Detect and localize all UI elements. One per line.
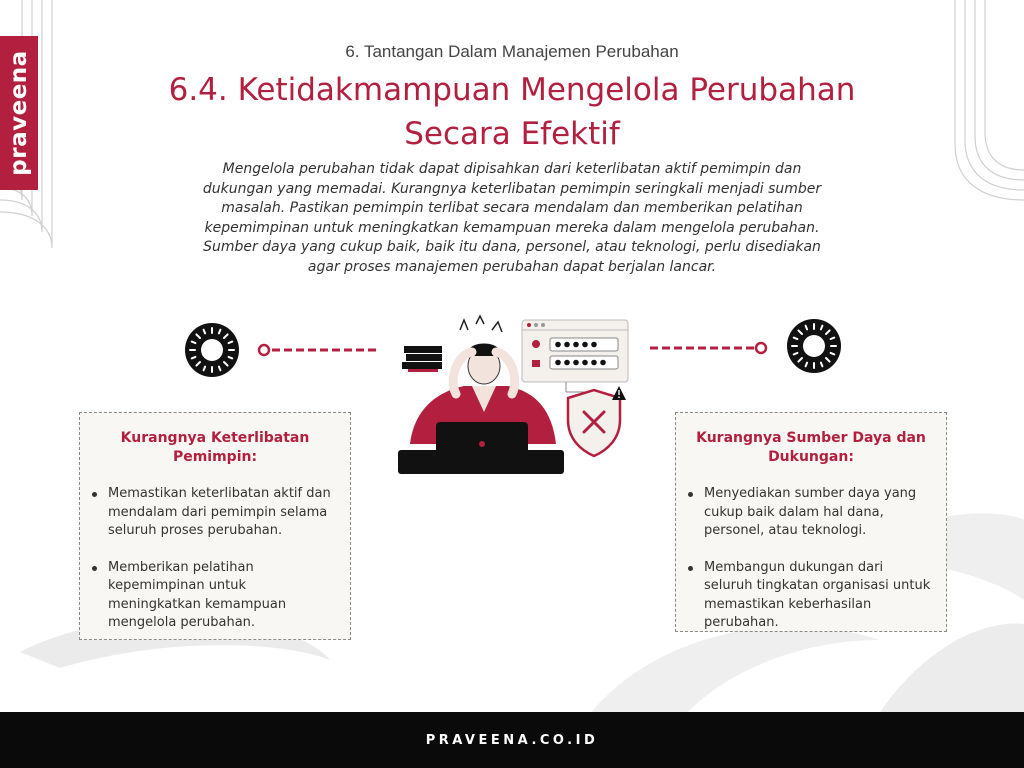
left-connector-line xyxy=(256,342,382,358)
footer-bar xyxy=(0,712,1024,768)
list-item-line: seluruh proses perubahan. xyxy=(108,523,283,538)
list-item-line: Menyediakan sumber daya yang xyxy=(704,486,917,501)
card-title-line: Kurangnya Keterlibatan xyxy=(120,430,310,446)
list-item-line: seluruh tingkatan organisasi untuk xyxy=(704,578,931,593)
list-item-line: Memberikan pelatihan xyxy=(108,559,254,575)
list-item xyxy=(704,559,936,633)
card-title-line: Dukungan: xyxy=(768,449,854,465)
list-item-line: personel, atau teknologi. xyxy=(704,523,867,538)
footer-website-link[interactable]: PRAVEENA.CO.ID xyxy=(425,732,599,748)
card-title-line: Kurangnya Sumber Daya dan xyxy=(696,430,926,446)
list-item xyxy=(108,559,340,633)
sun-icon xyxy=(184,322,240,378)
card-resources-title xyxy=(686,429,936,467)
intro-line: Sumber daya yang cukup baik, baik itu dana, personel, atau teknologi, perlu disediakan xyxy=(203,239,821,256)
list-item xyxy=(108,485,340,541)
list-item-line: cukup baik dalam hal dana, xyxy=(704,504,884,520)
intro-line: agar proses manajemen perubahan dapat berjalan lancar. xyxy=(307,258,717,275)
list-item-line: perubahan. xyxy=(704,615,779,630)
intro-line: masalah. Pastikan pemimpin terlibat secara mendalam dan memberikan pelatihan xyxy=(221,200,803,217)
card-resources xyxy=(675,412,947,632)
intro-line: dukungan yang memadai. Kurangnya keterlibatan pemimpin seringkali menjadi sumber xyxy=(202,180,822,197)
intro-line: kepemimpinan untuk meningkatkan kemampuan mereka dalam mengelola perubahan. xyxy=(204,219,820,236)
page-title-line-2: Secara Efektif xyxy=(404,116,620,152)
card-title-line: Pemimpin: xyxy=(172,449,258,465)
page-title xyxy=(130,68,894,156)
list-item-line: memastikan keberhasilan xyxy=(704,596,872,612)
list-item-line: Memastikan keterlibatan aktif dan xyxy=(108,486,331,501)
card-resources-list xyxy=(676,485,946,633)
section-subtitle: 6. Tantangan Dalam Manajemen Perubahan xyxy=(345,42,679,61)
right-connector-line xyxy=(648,340,770,356)
list-item-line: kepemimpinan untuk xyxy=(108,578,247,593)
list-item-line: mengelola perubahan. xyxy=(108,615,256,630)
list-item-line: meningkatkan kemampuan xyxy=(108,596,287,612)
page-title-line-1: 6.4. Ketidakmampuan Mengelola Perubahan xyxy=(168,72,856,108)
list-item xyxy=(704,485,936,541)
card-leadership-title xyxy=(90,429,340,467)
stressed-person-laptop-illustration xyxy=(390,312,640,480)
brand-logo-text: praveena xyxy=(6,50,32,176)
sun-icon xyxy=(786,318,842,374)
card-leadership-list xyxy=(80,485,350,633)
intro-line: Mengelola perubahan tidak dapat dipisahkan dari keterlibatan aktif pemimpin dan xyxy=(222,161,802,177)
intro-paragraph xyxy=(170,160,854,278)
list-item-line: Membangun dukungan dari xyxy=(704,559,884,575)
list-item-line: mendalam dari pemimpin selama xyxy=(108,504,328,520)
card-leadership xyxy=(79,412,351,640)
